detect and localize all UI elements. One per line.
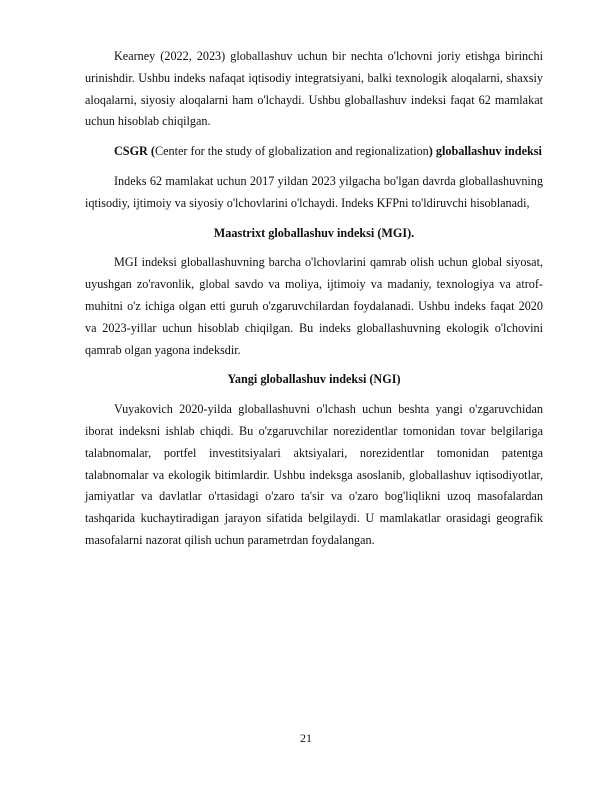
page-number: 21 xyxy=(300,731,312,745)
spacer xyxy=(85,244,543,252)
spacer xyxy=(85,391,543,399)
csgr-abbr: CSGR xyxy=(114,144,148,159)
ngi-heading: Yangi globallashuv indeksi (NGI) xyxy=(227,372,401,387)
spacer xyxy=(85,133,543,141)
spacer xyxy=(85,163,543,171)
paragraph-mgi: MGI indeksi globallashuvning barcha o'lchovlarini qamrab olish uchun global siyosat, uyushgan zo'ravonlik, global savdo va moliya, ijtimoiy va madaniy, texnologiya va atrof-muhitni o'z ichiga olgan etti guruh o'zgaruvchilardan foydalanadi. Ushbu indeks faqat 2020 va 2023-yillar uchun hisoblab chiqilgan. Bu indeks globallashuvning ekologik o'lchovini qamrab olgan yagona indeksdir. xyxy=(85,255,543,357)
csgr-open-paren: ( xyxy=(147,144,155,159)
spacer xyxy=(85,361,543,369)
csgr-full-name: Center for the study of globalization and regionalization xyxy=(154,144,429,159)
paragraph-csgr: Indeks 62 mamlakat uchun 2017 yildan 2023 yilgacha bo'lgan davrda globallashuvning iqtisodiy, ijtimoiy va siyosiy o'lchovlarini o'lchaydi. Indeks KFPni to'ldiruvchi hisoblanadi, xyxy=(85,173,543,210)
mgi-heading: Maastrixt globallashuv indeksi (MGI). xyxy=(213,225,415,240)
paragraph-ngi: Vuyakovich 2020-yilda globallashuvni o'lchash uchun beshta yangi o'zgaruvchidan iborat indeksni ishlab chiqdi. Bu o'zgaruvchilar norezidentlar tomonidan tovar belgilariga talabnomalar, portfel investitsiyalari aktsiyalari, norezidentlar tomonidan patentga talabnomalar va ekologik bitimlardir. Ushbu indeksga asoslanib, globallashuv iqtisodiyotlar, jamiyatlar va davlatlar o'rtasidagi o'zaro ta'sir va o'zaro bog'liqlikni uzoq masofalardan tashqarida kuchaytiradigan jarayon sifatida belgilaydi. U mamlakatlar orasidagi geografik masofalarni nazorat qilish uchun parametrdan foydalangan. xyxy=(85,402,543,547)
paragraph-kearney: Kearney (2022, 2023) globallashuv uchun bir nechta o'lchovni joriy etishga birinchi urinishdir. Ushbu indeks nafaqat iqtisodiy integratsiyani, balki texnologik aloqalarni, shaxsiy aloqalarni, siyosiy aloqalarni ham o'lchaydi. Ushbu globallashuv indeksi faqat 62 mamlakat uchun hisoblab chiqilgan. xyxy=(85,49,543,129)
document-body xyxy=(85,46,543,552)
spacer xyxy=(85,215,543,223)
csgr-title-suffix: ) globallashuv indeksi xyxy=(428,144,542,159)
csgr-heading xyxy=(85,141,543,163)
